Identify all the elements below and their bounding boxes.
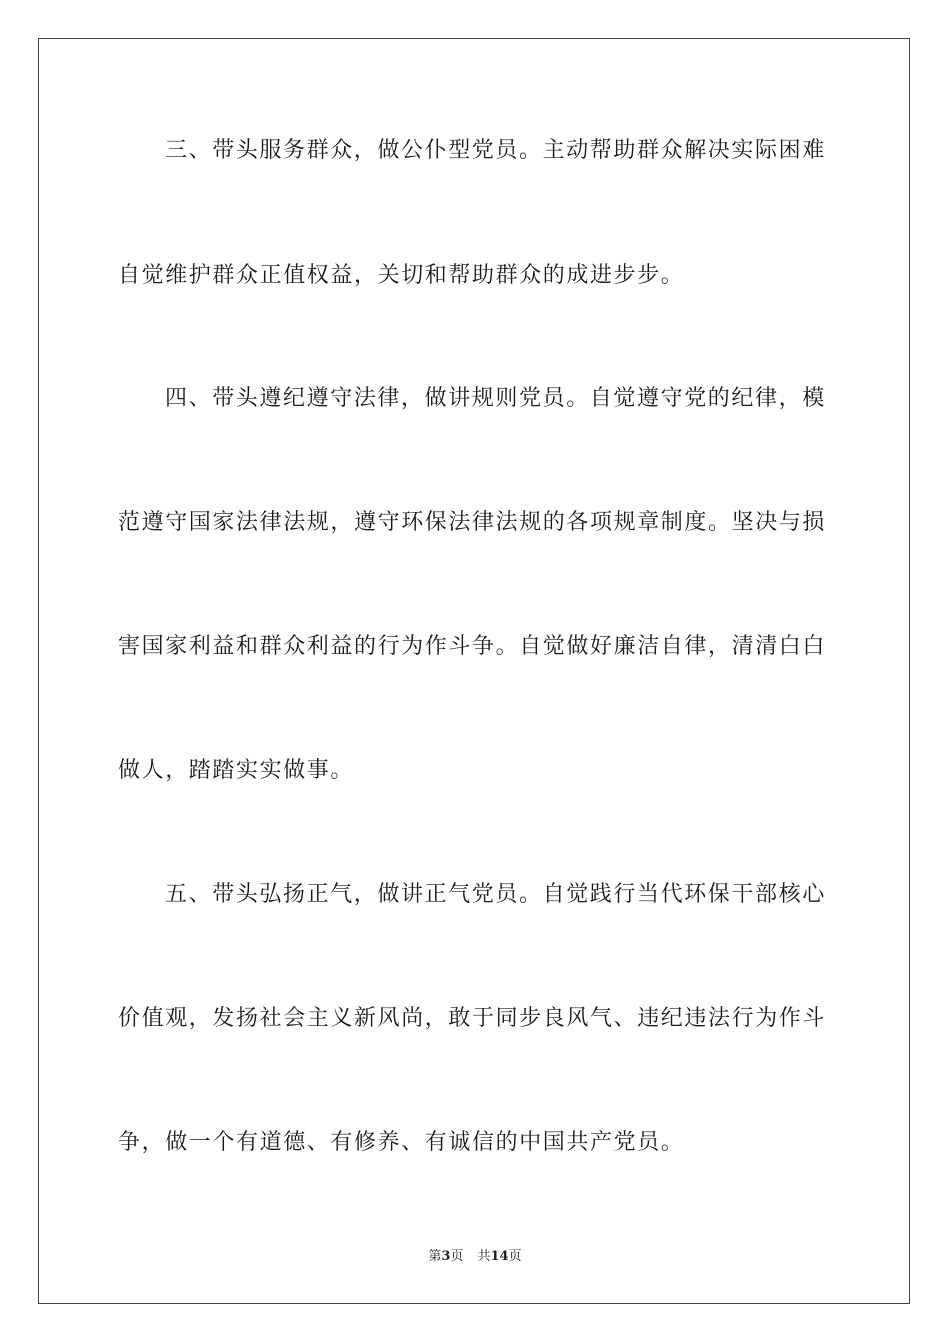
paragraph-3-line-2: 自觉维护群众正值权益，关切和帮助群众的成进步步。 (118, 263, 685, 288)
footer-page-prefix: 第 (428, 1249, 442, 1264)
paragraph-4-line-2: 范遵守国家法律法规，遵守环保法律法规的各项规章制度。坚决与损 (118, 510, 827, 535)
paragraph-5-line-3: 争，做一个有道德、有修养、有诚信的中国共产党员。 (118, 1130, 685, 1155)
footer-page-suffix: 页 (450, 1249, 464, 1264)
paragraph-3-line-1: 三、带头服务群众，做公仆型党员。主动帮助群众解决实际困难 (165, 138, 826, 163)
paragraph-5-line-2: 价值观，发扬社会主义新风尚，敢于同步良风气、违纪违法行为作斗 (118, 1006, 827, 1031)
paragraph-4-line-1: 四、带头遵纪遵守法律，做讲规则党员。自觉遵守党的纪律，模 (165, 386, 826, 411)
footer-total-pages: 14 (490, 1249, 509, 1264)
paragraph-4-line-3: 害国家利益和群众利益的行为作斗争。自觉做好廉洁自律，清清白白 (118, 634, 827, 659)
paragraph-4-line-4: 做人，踏踏实实做事。 (118, 758, 355, 783)
paragraph-5-line-1: 五、带头弘扬正气，做讲正气党员。自觉践行当代环保干部核心 (165, 882, 826, 907)
footer-total-prefix: 共 (477, 1249, 491, 1264)
page-border (38, 38, 910, 1304)
footer-page-number: 3 (441, 1249, 451, 1264)
footer-total-suffix: 页 (508, 1249, 522, 1264)
page-footer (0, 1249, 950, 1265)
